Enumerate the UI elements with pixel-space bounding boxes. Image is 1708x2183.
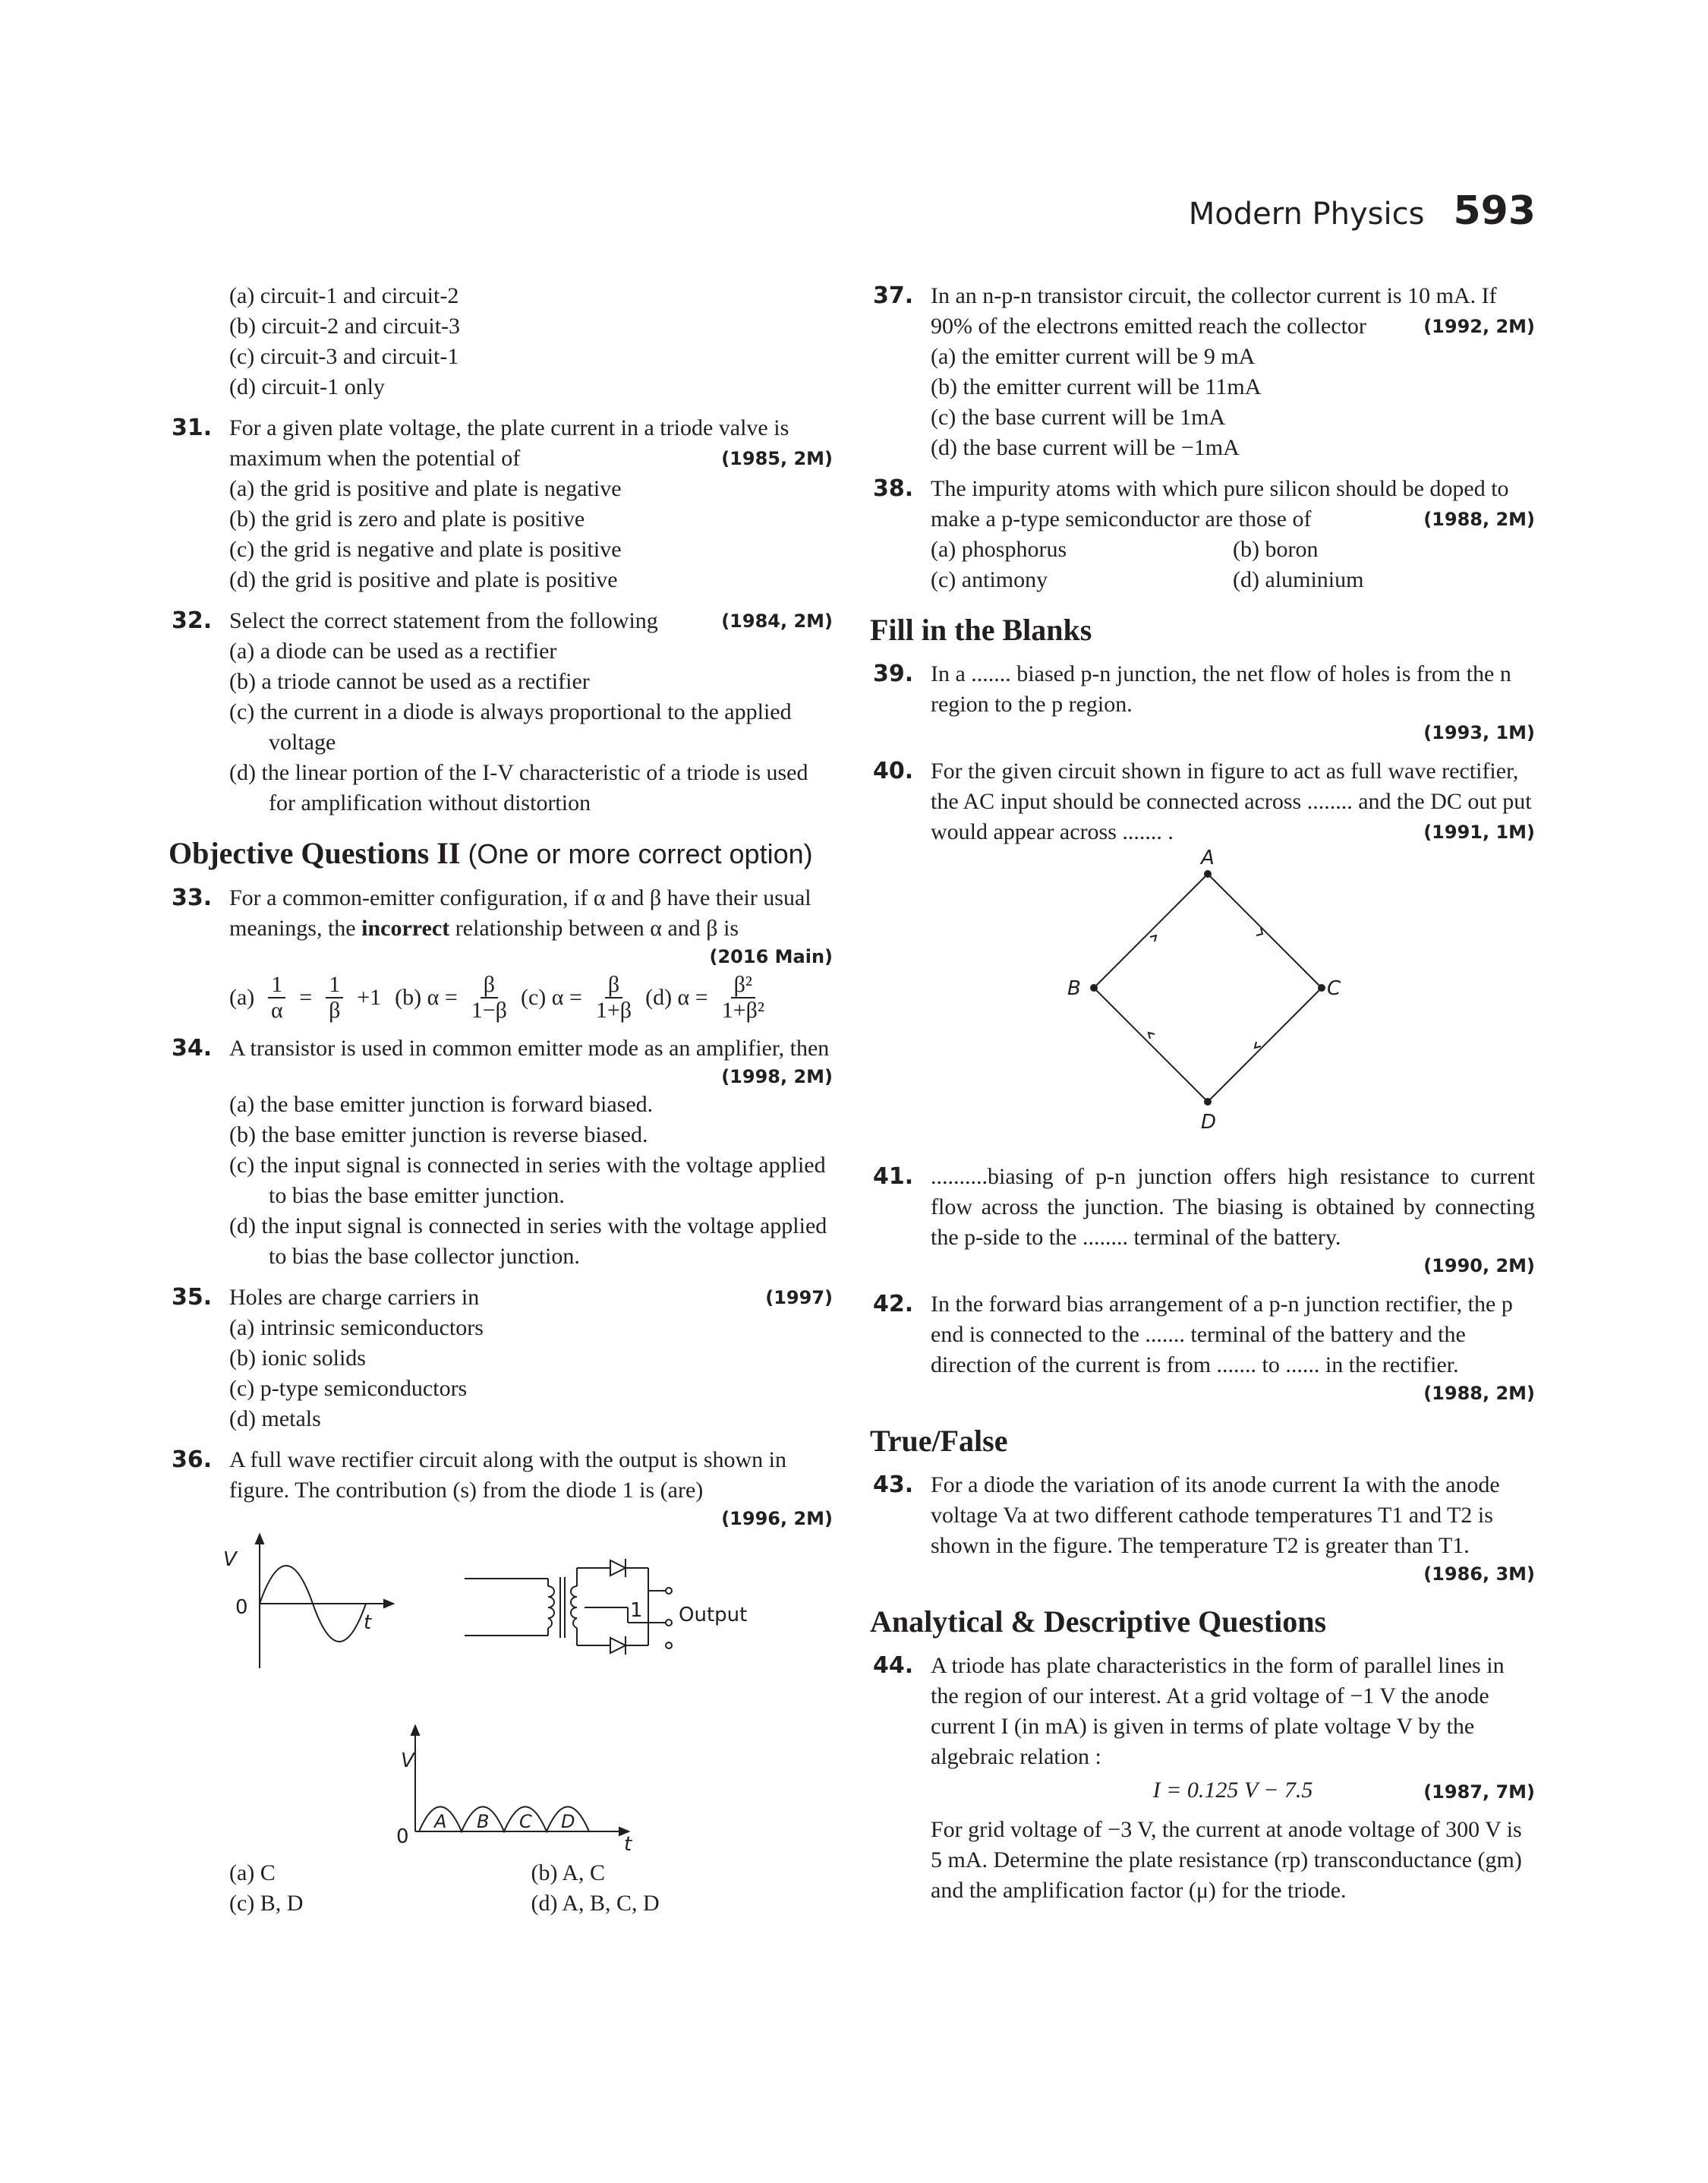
year-tag: (1987, 7M) <box>1423 1781 1535 1803</box>
question-38 <box>870 474 1535 595</box>
diode-top <box>610 1560 626 1576</box>
options-grid <box>931 535 1535 595</box>
option: (b) the grid is zero and plate is positive <box>229 506 585 532</box>
question-number: 34. <box>172 1035 213 1062</box>
edge-ab <box>1094 874 1208 988</box>
label-d: D <box>1201 1111 1217 1134</box>
option: (b) ionic solids <box>229 1345 366 1371</box>
denominator: 1−β <box>471 998 507 1023</box>
origin-label: 0 <box>235 1596 248 1619</box>
year-tag: (1990, 2M) <box>1423 1255 1535 1276</box>
v-axis-label: V <box>223 1548 237 1571</box>
arrow-mark <box>1255 1042 1261 1048</box>
question-text: For grid voltage of −3 V, the current at anode voltage of 300 V is 5 mA. Determine the plate resistance (rp) transconductance (gm) and the amplification factor (μ) for the triode. <box>931 1817 1522 1903</box>
option: (d) the base current will be −1mA <box>931 435 1240 460</box>
output-label: Output <box>679 1604 748 1626</box>
year-tag: (1985, 2M) <box>721 448 833 469</box>
question-text: A transistor is used in common emitter mode as an amplifier, then <box>229 1036 830 1061</box>
numerator: 1 <box>326 973 343 998</box>
question-number: 37. <box>873 282 914 309</box>
option: (c) antimony <box>931 567 1048 592</box>
terminal <box>666 1588 672 1594</box>
option: (c) the base current will be 1mA <box>931 405 1226 430</box>
diode-bottom <box>610 1638 626 1653</box>
option-a-label: (a) <box>229 985 255 1010</box>
question-33 <box>169 883 833 1023</box>
option-d-label: (d) α = <box>645 985 708 1010</box>
question-text: For a common-emitter configuration, if α and β have their usual meanings, the <box>229 885 811 941</box>
question-number: 41. <box>873 1163 914 1190</box>
question-number: 35. <box>172 1284 213 1311</box>
option: (d) the grid is positive and plate is positive <box>229 567 618 592</box>
terminal <box>666 1620 672 1626</box>
question-number: 31. <box>172 415 213 441</box>
option: (a) C <box>229 1860 276 1885</box>
question-text: A triode has plate characteristics in the form of parallel lines in the region of our interest. At a grid voltage of −1 V the anode current I (in mA) is given in terms of plate voltage V by the algebraic relation : <box>931 1653 1505 1769</box>
numerator: β <box>481 973 498 998</box>
question-text: In an n-p-n transistor circuit, the collector current is 10 mA. If 90% of the electrons emitted reach the collector <box>931 283 1497 339</box>
question-41 <box>870 1162 1535 1279</box>
year-tag: (2016 Main) <box>709 946 833 967</box>
arrow-mark <box>1150 935 1156 942</box>
question-text: A full wave rectifier circuit along with the output is shown in figure. The contribution (s) from the diode 1 is (are) <box>229 1447 787 1503</box>
secondary-coil <box>571 1586 577 1628</box>
option: (c) B, D <box>229 1891 304 1916</box>
denominator: α <box>270 998 283 1023</box>
primary-coil <box>548 1586 554 1628</box>
question-32 <box>169 606 833 819</box>
option: (b) the emitter current will be 11mA <box>931 374 1262 399</box>
right-column <box>870 281 1535 1916</box>
option: (c) p-type semiconductors <box>229 1376 468 1401</box>
equation-line <box>931 1775 1535 1806</box>
origin-label: 0 <box>396 1825 409 1848</box>
hump-label-b: B <box>477 1811 490 1832</box>
question-42 <box>870 1289 1535 1406</box>
hump-label-d: D <box>561 1811 575 1832</box>
question-number: 39. <box>873 661 914 687</box>
question-number: 40. <box>873 758 914 784</box>
question-text: In a ....... biased p-n junction, the net flow of holes is from the n region to the p region. <box>931 661 1511 717</box>
question-number: 38. <box>873 475 914 502</box>
question-text: relationship between α and β is <box>455 916 739 941</box>
question-text: For the given circuit shown in figure to act as full wave rectifier, the AC input should be connected across ........ and the DC out put would appear across ....... . <box>931 759 1532 844</box>
option: (d) the linear portion of the I-V characteristic of a triode is used for amplification without distortion <box>229 760 808 815</box>
denominator: 1+β² <box>721 998 764 1023</box>
options-formulas <box>229 973 833 1023</box>
option: (d) A, B, C, D <box>531 1891 660 1916</box>
arrow-mark <box>1256 928 1262 935</box>
fraction <box>596 973 632 1023</box>
year-tag: (1988, 2M) <box>1423 509 1535 530</box>
option: (a) circuit-1 and circuit-2 <box>229 283 459 308</box>
option: (b) A, C <box>531 1860 605 1885</box>
option: (d) the input signal is connected in series with the voltage applied to bias the base collector junction. <box>229 1213 827 1269</box>
question-34 <box>169 1033 833 1272</box>
denominator: 1+β <box>595 998 632 1023</box>
option: (c) the input signal is connected in series with the voltage applied to bias the base emitter junction. <box>229 1153 826 1208</box>
question-text: In the forward bias arrangement of a p-n junction rectifier, the p end is connected to the ....... terminal of the battery and the direction of the current is from ....... to ...... in the rectifier. <box>931 1292 1513 1377</box>
bridge-lines <box>1094 874 1322 1102</box>
hump-label-a: A <box>434 1811 447 1832</box>
section-heading-analytical: Analytical & Descriptive Questions <box>870 1604 1327 1639</box>
question-44 <box>870 1651 1535 1906</box>
option: (c) the current in a diode is always proportional to the applied voltage <box>229 699 792 755</box>
t-axis-label: t <box>624 1833 632 1856</box>
option: (d) aluminium <box>1233 567 1364 592</box>
arrow-head <box>256 1535 263 1544</box>
plus-one: +1 <box>357 985 382 1010</box>
rectifier-figure <box>214 1532 821 1858</box>
option: (a) the grid is positive and plate is negative <box>229 476 622 501</box>
page-number: 593 <box>1453 188 1536 234</box>
option: (b) the base emitter junction is reverse biased. <box>229 1122 648 1147</box>
question-number: 43. <box>873 1472 914 1498</box>
question-text: The impurity atoms with which pure silicon should be doped to make a p-type semiconductor are those of <box>931 476 1509 532</box>
option-c-label: (c) α = <box>520 985 582 1010</box>
year-tag: (1991, 1M) <box>1423 822 1535 843</box>
numerator: 1 <box>268 973 285 998</box>
options-grid <box>229 1858 833 1919</box>
year-tag: (1984, 2M) <box>721 610 833 632</box>
equals-sign: = <box>299 985 313 1010</box>
section-heading-fill-blanks: Fill in the Blanks <box>870 613 1092 647</box>
chapter-title: Modern Physics <box>1188 197 1425 232</box>
year-tag: (1993, 1M) <box>1423 722 1535 743</box>
fraction <box>471 973 507 1023</box>
year-tag: (1988, 2M) <box>1423 1383 1535 1404</box>
option: (a) the base emitter junction is forward biased. <box>229 1092 654 1117</box>
option: (b) a triode cannot be used as a rectifier <box>229 669 590 694</box>
diode-1-label: 1 <box>630 1599 643 1622</box>
year-tag: (1998, 2M) <box>721 1066 833 1087</box>
fraction <box>722 973 764 1023</box>
option: (a) the emitter current will be 9 mA <box>931 344 1256 369</box>
year-tag: (1996, 2M) <box>721 1508 833 1529</box>
question-35 <box>169 1282 833 1434</box>
option: (a) intrinsic semiconductors <box>229 1315 484 1340</box>
node-b <box>1090 984 1098 992</box>
question-text: For a given plate voltage, the plate current in a triode valve is maximum when the potential of <box>229 415 789 471</box>
numerator: β <box>605 973 622 998</box>
option: (b) boron <box>1233 537 1319 562</box>
question-number: 36. <box>172 1446 213 1473</box>
question-31 <box>169 413 833 595</box>
node-c <box>1318 984 1325 992</box>
left-column <box>169 281 833 1929</box>
question-text: Select the correct statement from the following <box>229 608 658 633</box>
section-subtitle: (One or more correct option) <box>468 838 813 869</box>
t-axis-label: t <box>364 1611 372 1634</box>
option: (a) phosphorus <box>931 537 1067 562</box>
terminal <box>666 1642 672 1648</box>
question-number: 44. <box>873 1652 914 1679</box>
year-tag: (1992, 2M) <box>1423 316 1535 337</box>
equation: I = 0.125 V − 7.5 <box>1152 1778 1313 1803</box>
question-36 <box>169 1445 833 1919</box>
input-waveform-graph <box>256 1535 393 1668</box>
question-30-options <box>169 281 833 402</box>
edge-bd <box>1094 988 1208 1102</box>
node-d <box>1204 1098 1212 1106</box>
year-tag: (1986, 3M) <box>1423 1563 1535 1585</box>
arrow-head <box>384 1600 393 1607</box>
question-number: 33. <box>172 885 213 911</box>
question-number: 32. <box>172 607 213 634</box>
question-number: 42. <box>873 1291 914 1317</box>
question-text: ..........biasing of p-n junction offers high resistance to current flow across the junction. The biasing is obtained by connecting the p-side to the ........ terminal of the battery. <box>931 1164 1535 1250</box>
question-text: For a diode the variation of its anode current Ia with the anode voltage Va at two different cathode temperatures T1 and T2 is shown in the figure. The temperature T2 is greater than T1. <box>931 1472 1500 1558</box>
page-header <box>1189 188 1536 234</box>
option: (b) circuit-2 and circuit-3 <box>229 314 461 339</box>
question-40 <box>870 756 1535 1151</box>
section-heading-objective-ii <box>169 832 833 875</box>
emphasis: incorrect <box>361 916 450 941</box>
label-a: A <box>1201 847 1215 869</box>
fraction <box>268 973 285 1023</box>
edge-cd <box>1208 988 1322 1102</box>
option-b-label: (b) α = <box>395 985 458 1010</box>
denominator: β <box>329 998 341 1023</box>
section-heading-true-false: True/False <box>870 1424 1008 1458</box>
bridge-figure <box>931 847 1538 1151</box>
label-b: B <box>1067 977 1081 1000</box>
node-a <box>1204 870 1212 878</box>
hump-label-c: C <box>519 1811 532 1832</box>
option: (d) circuit-1 only <box>229 374 385 399</box>
year-tag: (1997) <box>765 1287 833 1308</box>
arrow-mark <box>1149 1033 1155 1039</box>
section-title: Objective Questions II <box>169 836 461 870</box>
option: (c) circuit-3 and circuit-1 <box>229 344 459 369</box>
numerator: β² <box>731 973 755 998</box>
v-axis-label: V <box>401 1749 414 1772</box>
option: (c) the grid is negative and plate is positive <box>229 537 622 562</box>
question-37 <box>870 281 1535 463</box>
edge-ac <box>1208 874 1322 988</box>
question-text: Holes are charge carriers in <box>229 1285 480 1310</box>
question-39 <box>870 659 1535 746</box>
option: (a) a diode can be used as a rectifier <box>229 639 557 664</box>
fraction <box>326 973 343 1023</box>
question-43 <box>870 1470 1535 1587</box>
arrow-head <box>411 1726 419 1735</box>
label-c: C <box>1327 977 1341 1000</box>
option: (d) metals <box>229 1406 321 1431</box>
